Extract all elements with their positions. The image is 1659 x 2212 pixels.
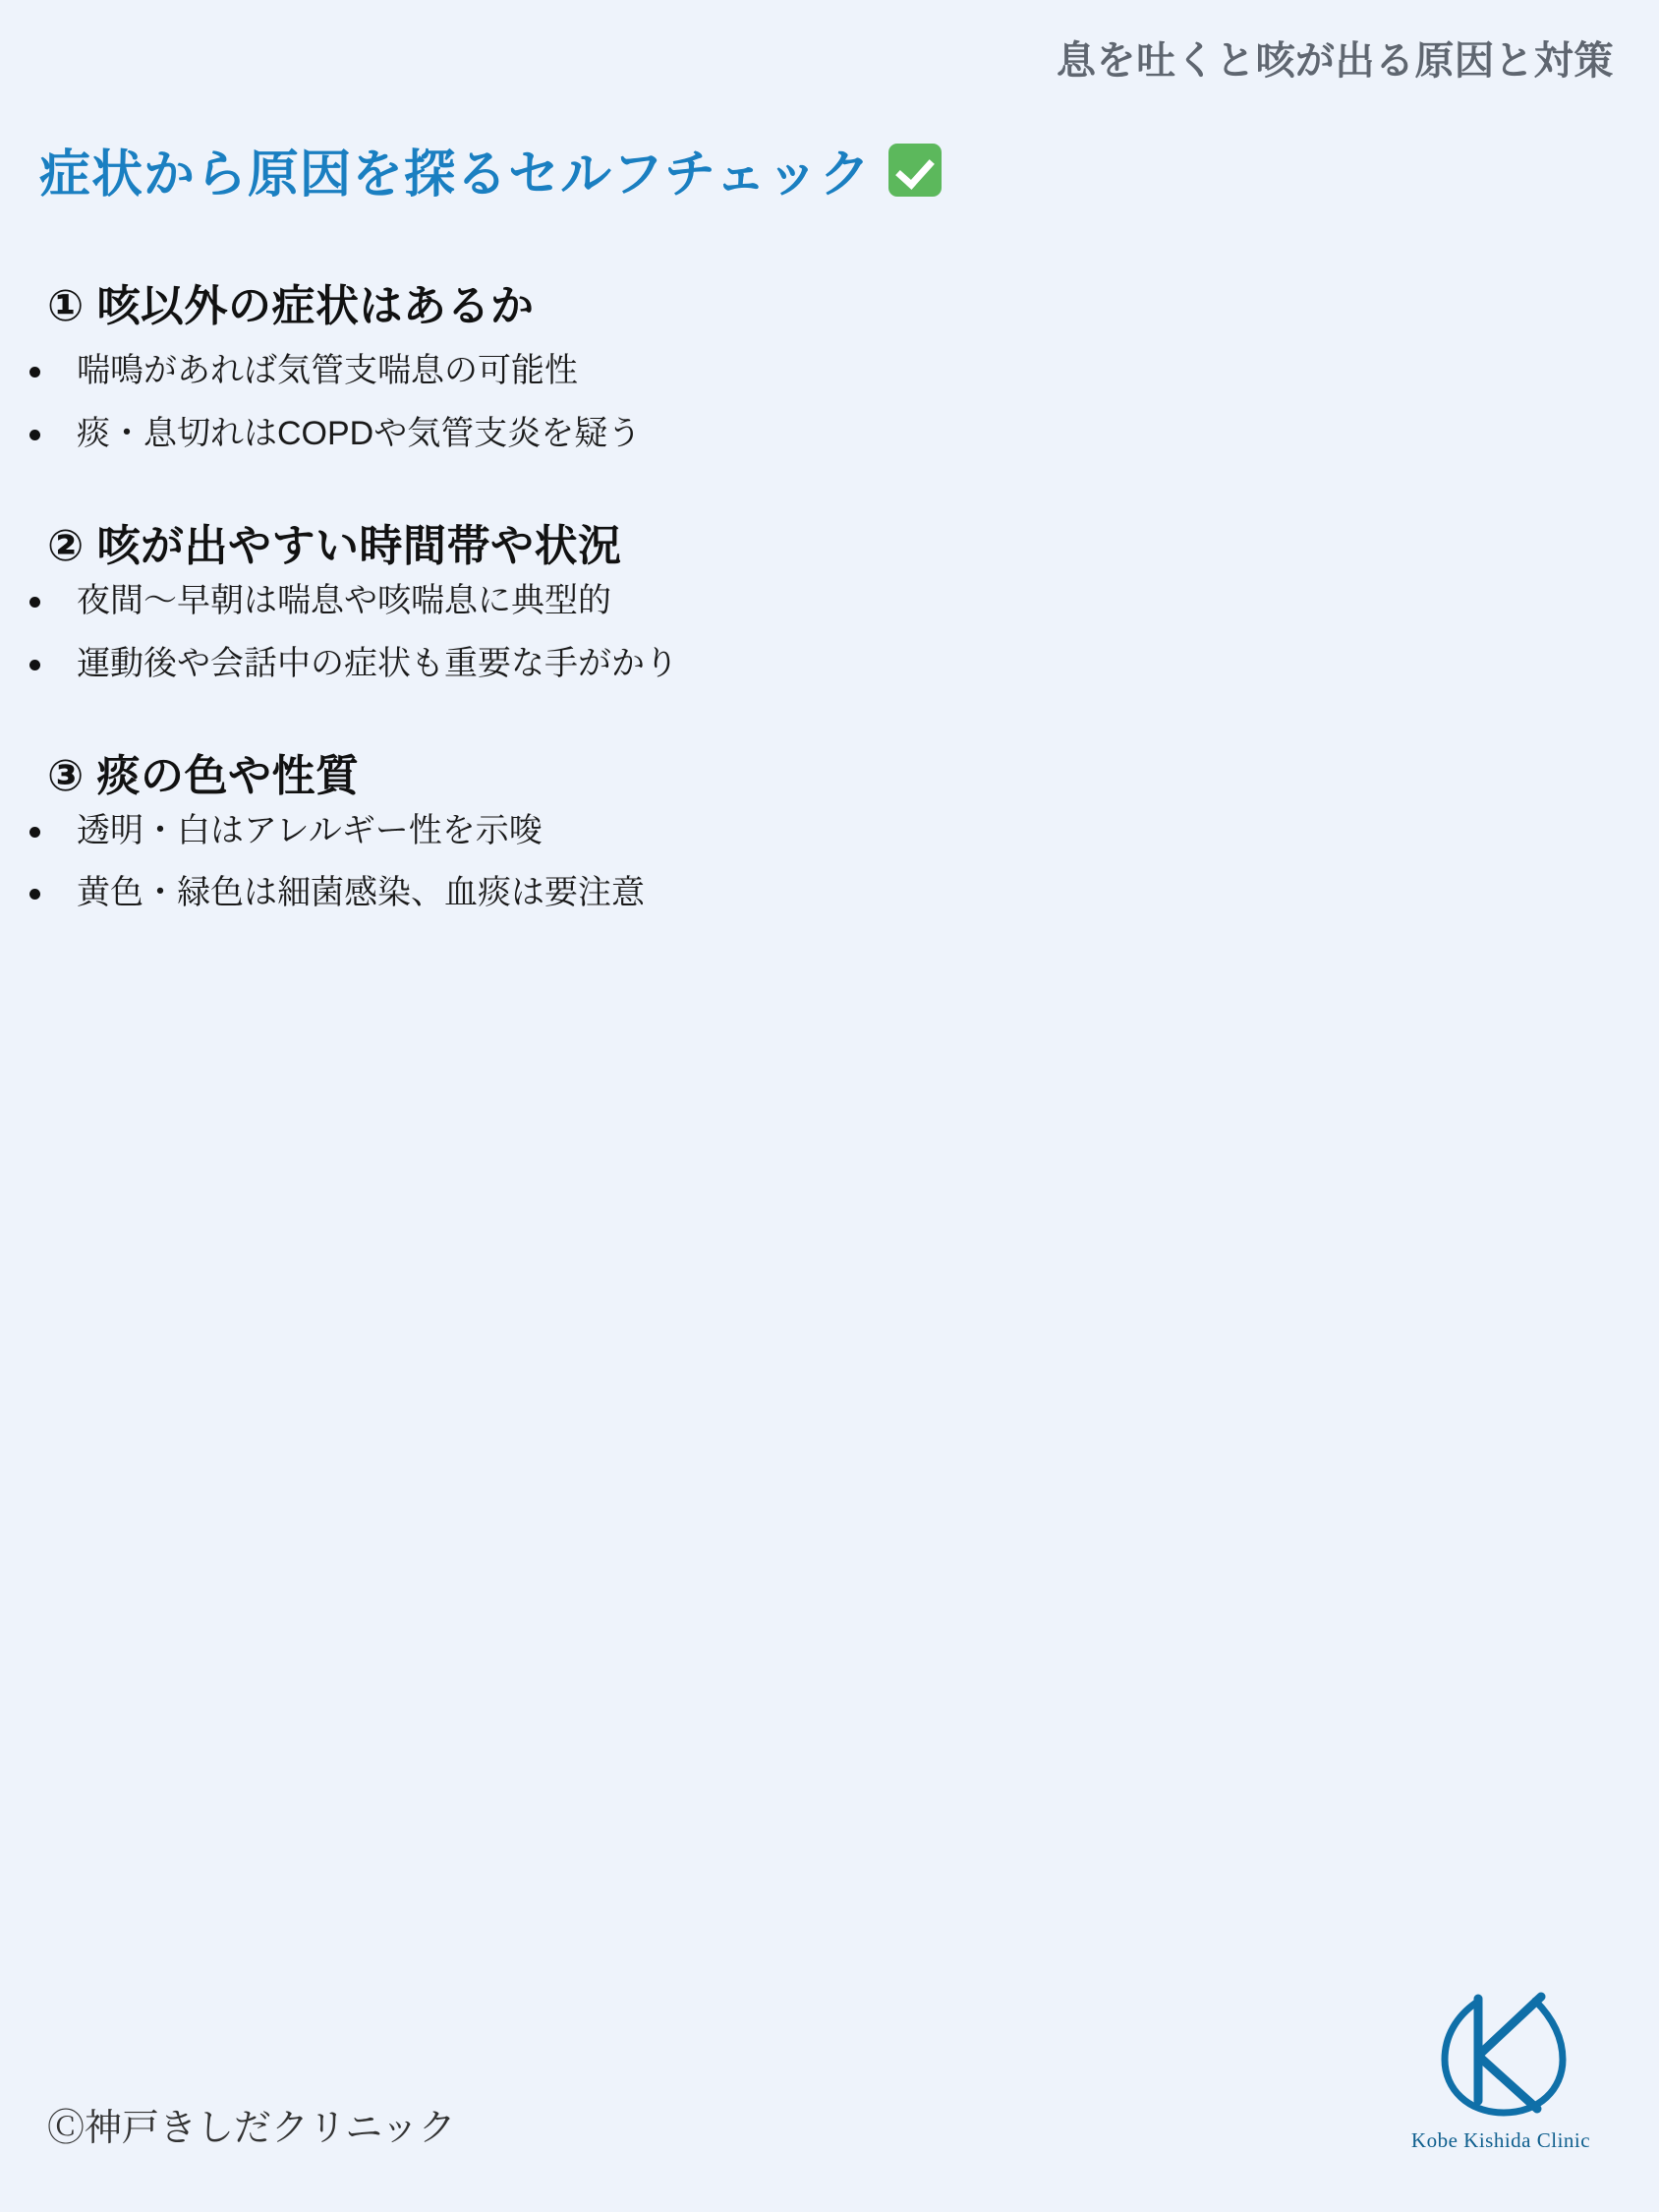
main-title-row bbox=[39, 133, 942, 206]
section-bullet-list bbox=[0, 809, 1659, 917]
clinic-logo bbox=[1388, 1979, 1614, 2153]
page-header bbox=[1057, 29, 1614, 86]
section-heading: ① 咳以外の症状はあるか bbox=[47, 282, 535, 330]
list-item: 痰・息切れはCOPDや気管支炎を疑う bbox=[0, 412, 1659, 457]
copyright-text: Ⓒ神戸きしだクリニック bbox=[47, 2108, 456, 2149]
list-item: 夜間〜早朝は喘息や咳喘息に典型的 bbox=[0, 579, 1659, 624]
section-1 bbox=[0, 270, 1659, 457]
section-spacer bbox=[0, 705, 1659, 740]
section-bullet-list bbox=[0, 349, 1659, 457]
section-heading: ② 咳が出やすい時間帯や状況 bbox=[47, 521, 622, 570]
header-title: 息を吐くと咳が出る原因と対策 bbox=[1057, 39, 1614, 83]
section-bullet-list bbox=[0, 579, 1659, 687]
section-spacer bbox=[0, 475, 1659, 510]
section-heading: ③ 痰の色や性質 bbox=[47, 751, 360, 800]
clinic-logo-name: Kobe Kishida Clinic bbox=[1410, 2128, 1591, 2152]
list-item: 黄色・緑色は細菌感染、血痰は要注意 bbox=[0, 871, 1659, 916]
section-3 bbox=[0, 740, 1659, 917]
list-item: 運動後や会話中の症状も重要な手がかり bbox=[0, 642, 1659, 687]
content-area bbox=[0, 270, 1659, 934]
list-item: 喘鳴があれば気管支喘息の可能性 bbox=[0, 349, 1659, 394]
section-2 bbox=[0, 510, 1659, 687]
clinic-k-logo-icon bbox=[1427, 1979, 1574, 2126]
check-mark-icon bbox=[888, 144, 942, 197]
list-item: 透明・白はアレルギー性を示唆 bbox=[0, 809, 1659, 854]
page-title: 症状から原因を探るセルフチェック bbox=[39, 146, 872, 204]
